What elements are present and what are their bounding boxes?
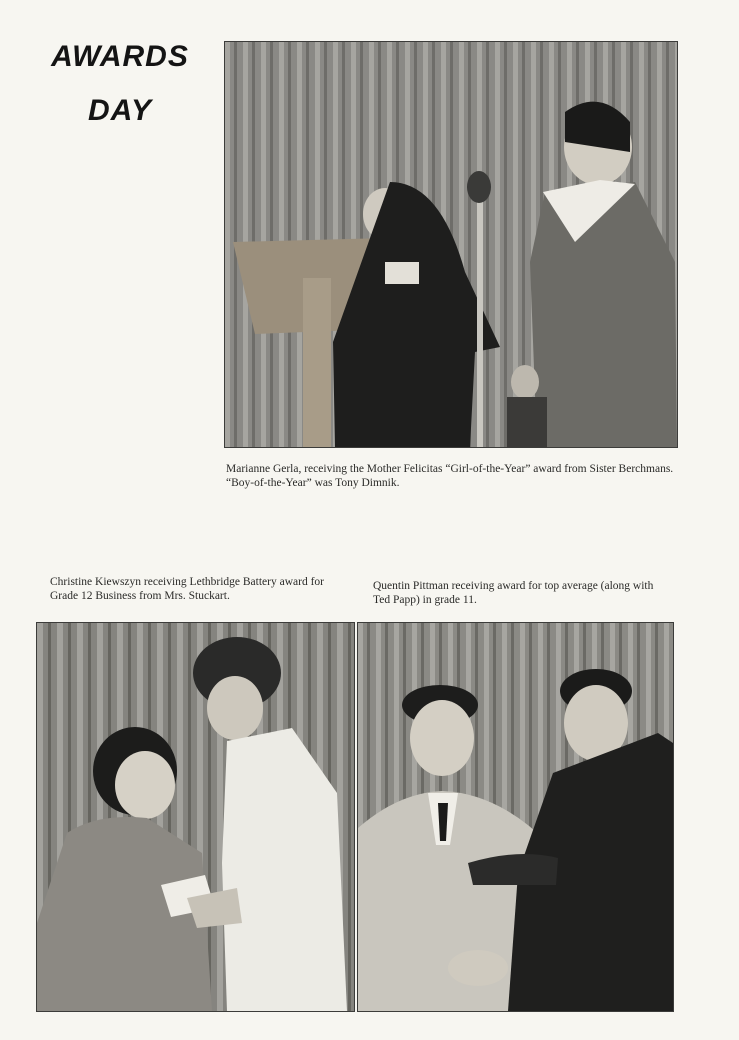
photo-girl-of-the-year-image — [225, 42, 677, 447]
photo-top-average — [357, 622, 674, 1012]
page-title — [30, 30, 210, 138]
photo-lethbridge-battery-image — [37, 623, 354, 1011]
photo-lethbridge-battery — [36, 622, 355, 1012]
caption-top-average: Quentin Pittman receiving award for top average (along with Ted Papp) in grade 11. — [373, 580, 654, 606]
title-line-2: DAY — [87, 94, 153, 127]
title-line-1: AWARDS — [51, 40, 189, 73]
photo-top-average-image — [358, 623, 673, 1011]
caption-girl-of-the-year: Marianne Gerla, receiving the Mother Felicitas “Girl-of-the-Year” award from Sister Berchmans. “Boy-of-the-Year” was Tony Dimnik. — [226, 463, 674, 489]
caption-lethbridge-battery: Christine Kiewszyn receiving Lethbridge Battery award for Grade 12 Business from Mrs. Stuckart. — [50, 576, 324, 602]
photo-girl-of-the-year — [224, 41, 678, 448]
